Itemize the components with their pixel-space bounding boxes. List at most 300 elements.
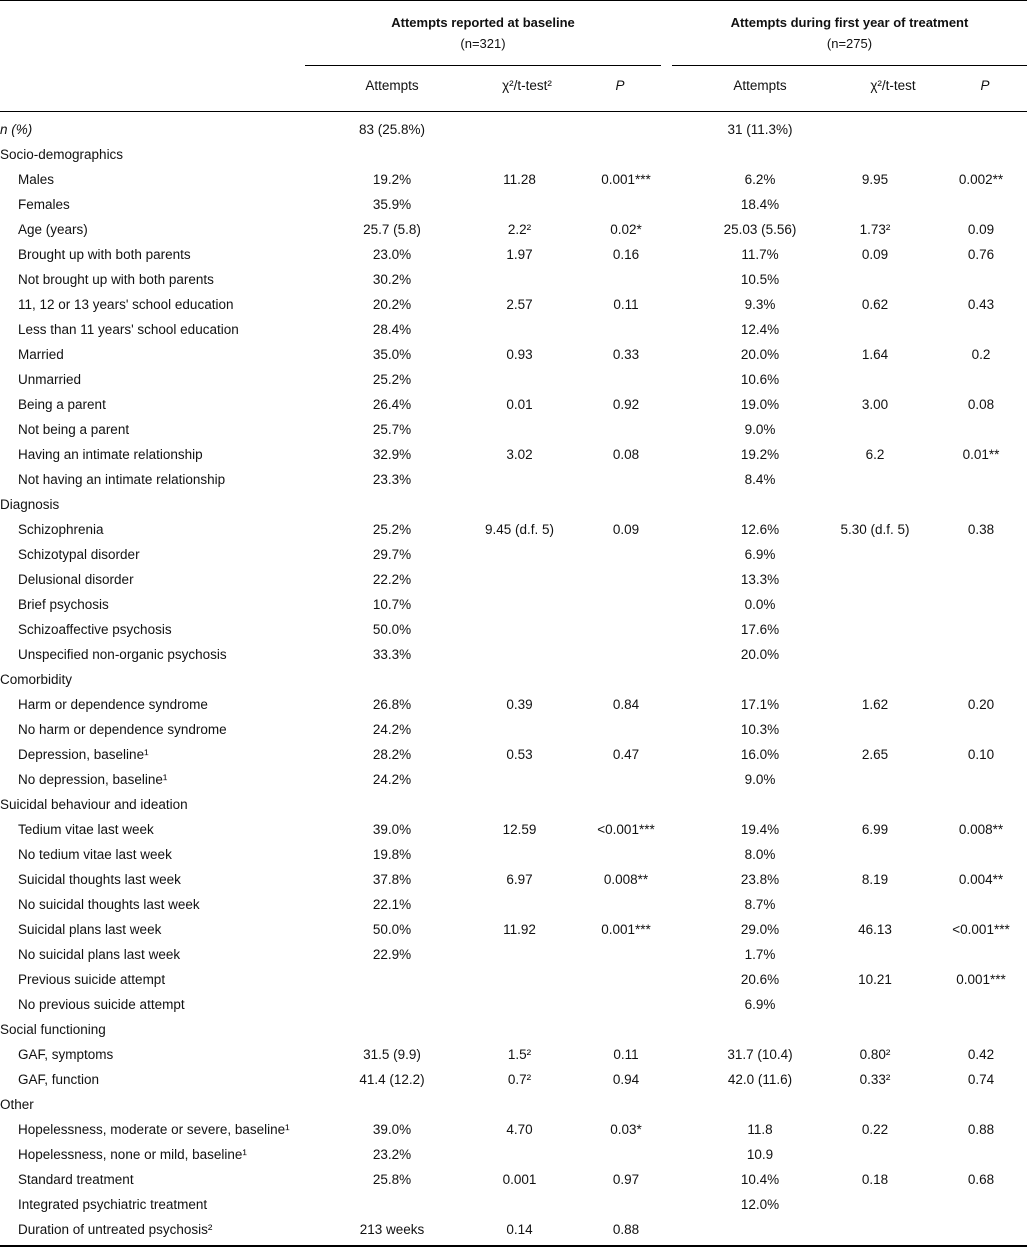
cell [337, 142, 447, 167]
cell: 0.09 [612, 522, 640, 537]
cell [815, 117, 935, 142]
column-gap [660, 767, 705, 792]
cell [447, 642, 592, 667]
row-label: 11, 12 or 13 years' school education [18, 297, 234, 312]
row-label: No tedium vitae last week [18, 847, 172, 862]
cell: 0.43 [967, 297, 995, 312]
column-gap [660, 992, 705, 1017]
cell: 1.5² [507, 1047, 532, 1062]
cell [815, 767, 935, 792]
cell [935, 892, 1027, 917]
table-row [0, 842, 1027, 867]
row-label: Age (years) [18, 222, 88, 237]
cell [935, 542, 1027, 567]
column-gap [660, 1167, 705, 1192]
cell [935, 842, 1027, 867]
column-gap [660, 1117, 705, 1142]
cell: 0.22 [861, 1122, 889, 1137]
column-gap [660, 242, 705, 267]
cell [935, 617, 1027, 642]
table-row [0, 1192, 1027, 1217]
column-gap [660, 267, 705, 292]
cell [447, 767, 592, 792]
cell [447, 1017, 592, 1042]
table-row [0, 1042, 1027, 1067]
section-label: Comorbidity [0, 672, 73, 687]
cell [592, 992, 660, 1017]
row-label: No suicidal plans last week [18, 947, 181, 962]
cell [592, 942, 660, 967]
cell: 0.008** [603, 872, 649, 887]
table-row [0, 742, 1027, 767]
cell: 23.0% [372, 247, 412, 262]
cell [935, 117, 1027, 142]
cell [705, 492, 815, 517]
cell [935, 1217, 1027, 1242]
row-label: GAF, function [18, 1072, 100, 1087]
cell: 17.6% [740, 622, 780, 637]
row-label: Brought up with both parents [18, 247, 191, 262]
cell: 0.94 [612, 1072, 640, 1087]
col-header-attempts-first-year: Attempts [733, 78, 787, 93]
cell [815, 717, 935, 742]
column-gap [660, 842, 705, 867]
cell [447, 117, 592, 142]
row-label: Unmarried [18, 372, 82, 387]
cell: 0.80² [859, 1047, 891, 1062]
cell [815, 542, 935, 567]
cell: 30.2% [372, 272, 412, 287]
cell [705, 667, 815, 692]
cell [815, 667, 935, 692]
cell [935, 1092, 1027, 1117]
section-label: Other [0, 1097, 34, 1112]
table-row [0, 117, 1027, 142]
cell [447, 317, 592, 342]
cell [815, 642, 935, 667]
cell: 19.2% [740, 447, 780, 462]
cell [592, 667, 660, 692]
cell: 11.28 [503, 172, 536, 187]
column-gap [660, 1192, 705, 1217]
row-label: Hopelessness, none or mild, baseline¹ [18, 1147, 247, 1162]
group-title: Attempts during first year of treatment [730, 15, 969, 30]
cell: 0.002** [958, 172, 1004, 187]
cell: 0.08 [967, 397, 995, 412]
cell [592, 492, 660, 517]
column-gap [660, 1017, 705, 1042]
column-gap [660, 317, 705, 342]
row-label: Integrated psychiatric treatment [18, 1197, 208, 1212]
table-row [0, 967, 1027, 992]
cell [815, 592, 935, 617]
cell: 19.8% [372, 847, 412, 862]
table-row [0, 567, 1027, 592]
group-header-first-year [672, 12, 1027, 54]
row-label: Not brought up with both parents [18, 272, 214, 287]
cell: 24.2% [372, 772, 412, 787]
cell: 4.70 [506, 1122, 533, 1137]
cell [337, 992, 447, 1017]
table-row [0, 542, 1027, 567]
cell: 0.92 [612, 397, 640, 412]
cell: 0.93 [506, 347, 533, 362]
section-row [0, 1092, 1027, 1117]
cell [337, 1017, 447, 1042]
cell: 6.9% [744, 547, 776, 562]
section-label: Socio-demographics [0, 147, 124, 162]
cell: 8.0% [744, 847, 776, 862]
cell [592, 142, 660, 167]
cell: 0.11 [613, 297, 639, 312]
column-gap [660, 942, 705, 967]
row-label: No harm or dependence syndrome [18, 722, 227, 737]
cell: 9.45 (d.f. 5) [484, 522, 555, 537]
cell [935, 667, 1027, 692]
cell [815, 1142, 935, 1167]
cell: 6.2% [744, 172, 776, 187]
cell: 0.68 [967, 1172, 995, 1187]
table-row [0, 467, 1027, 492]
cell [447, 1142, 592, 1167]
cell: 19.0% [740, 397, 780, 412]
table-row [0, 417, 1027, 442]
table-row [0, 1067, 1027, 1092]
cell: 10.21 [858, 972, 892, 987]
column-gap [660, 967, 705, 992]
column-gap [660, 642, 705, 667]
cell: 25.8% [372, 1172, 412, 1187]
row-label: Being a parent [18, 397, 106, 412]
cell [935, 192, 1027, 217]
row-label: Married [18, 347, 64, 362]
table-row [0, 317, 1027, 342]
cell: 0.42 [967, 1047, 995, 1062]
cell: 1.64 [861, 347, 889, 362]
column-gap [660, 1217, 705, 1242]
cell: 0.62 [861, 297, 889, 312]
table-row [0, 442, 1027, 467]
section-row [0, 1017, 1027, 1042]
section-label: Suicidal behaviour and ideation [0, 797, 188, 812]
cell [592, 592, 660, 617]
cell [815, 942, 935, 967]
column-gap [660, 717, 705, 742]
cell [447, 592, 592, 617]
cell: 2.57 [506, 297, 533, 312]
cell: <0.001*** [952, 922, 1010, 937]
cell: 35.0% [372, 347, 412, 362]
cell [705, 1017, 815, 1042]
cell [815, 1017, 935, 1042]
cell: 12.6% [740, 522, 780, 537]
cell: 29.7% [372, 547, 412, 562]
row-label: Not having an intimate relationship [18, 472, 226, 487]
cell: 19.4% [740, 822, 780, 837]
column-gap [660, 792, 705, 817]
cell [935, 267, 1027, 292]
group-title: Attempts reported at baseline [391, 15, 575, 30]
row-label: Schizoaffective psychosis [18, 622, 172, 637]
cell: 0.97 [612, 1172, 640, 1187]
cell: 0.76 [967, 247, 995, 262]
cell: 0.0% [744, 597, 776, 612]
cell: 2.65 [861, 747, 889, 762]
cell [592, 767, 660, 792]
cell [935, 367, 1027, 392]
row-label: No depression, baseline¹ [18, 772, 168, 787]
column-gap [660, 742, 705, 767]
cell: 1.7% [744, 947, 776, 962]
cell [447, 542, 592, 567]
cell: 28.2% [372, 747, 412, 762]
table-row [0, 1117, 1027, 1142]
cell: 0.01 [506, 397, 533, 412]
cell [592, 1142, 660, 1167]
table-row [0, 1217, 1027, 1242]
table-row [0, 867, 1027, 892]
cell [592, 892, 660, 917]
cell [592, 1017, 660, 1042]
cell [935, 142, 1027, 167]
cell [447, 967, 592, 992]
cell [815, 192, 935, 217]
cell: 37.8% [372, 872, 412, 887]
cell [935, 992, 1027, 1017]
cell: 22.2% [372, 572, 412, 587]
table-row [0, 717, 1027, 742]
cell [705, 792, 815, 817]
cell: 8.4% [744, 472, 776, 487]
col-header-attempts: Attempts [365, 78, 419, 93]
cell: 0.38 [967, 522, 995, 537]
cell [592, 267, 660, 292]
table-row [0, 192, 1027, 217]
cell: 0.7² [507, 1072, 532, 1087]
cell [815, 1192, 935, 1217]
cell: 0.20 [967, 697, 995, 712]
table-row [0, 1142, 1027, 1167]
cell [447, 717, 592, 742]
cell [337, 1092, 447, 1117]
cell: 9.0% [744, 772, 776, 787]
cell [592, 467, 660, 492]
cell [935, 642, 1027, 667]
cell [337, 792, 447, 817]
cell: 28.4% [372, 322, 412, 337]
column-gap [660, 892, 705, 917]
cell [447, 842, 592, 867]
cell: 25.03 (5.56) [723, 222, 797, 237]
cell: 1.97 [506, 247, 533, 262]
column-gap [660, 292, 705, 317]
cell [815, 567, 935, 592]
cell: 0.09 [861, 247, 889, 262]
cell [935, 792, 1027, 817]
section-row [0, 667, 1027, 692]
column-gap [660, 517, 705, 542]
row-label: No suicidal thoughts last week [18, 897, 200, 912]
cell: 33.3% [372, 647, 412, 662]
row-label: Delusional disorder [18, 572, 134, 587]
cell [337, 1192, 447, 1217]
cell: 10.6% [740, 372, 780, 387]
cell [447, 792, 592, 817]
cell: 6.2 [865, 447, 885, 462]
cell [447, 192, 592, 217]
cell: 19.2% [372, 172, 412, 187]
col-header-chi-first-year: χ²/t-test [870, 78, 916, 93]
cell [447, 942, 592, 967]
cell: 50.0% [372, 922, 412, 937]
cell: 18.4% [740, 197, 780, 212]
cell: 10.7% [372, 597, 412, 612]
col-header-p-first-year: P [980, 78, 990, 93]
column-gap [660, 1042, 705, 1067]
row-label: Not being a parent [18, 422, 130, 437]
cell: 13.3% [740, 572, 780, 587]
column-gap [660, 592, 705, 617]
cell: <0.001*** [597, 822, 655, 837]
table-row [0, 992, 1027, 1017]
cell: 11.7% [741, 247, 779, 262]
row-label: Less than 11 years' school education [18, 322, 239, 337]
cell [337, 667, 447, 692]
row-label: Males [18, 172, 55, 187]
cell [447, 667, 592, 692]
column-gap [660, 917, 705, 942]
row-label: Tedium vitae last week [18, 822, 154, 837]
cell: 9.95 [861, 172, 889, 187]
cell: 39.0% [372, 1122, 412, 1137]
cell: 12.59 [502, 822, 537, 837]
cell: 26.4% [372, 397, 412, 412]
cell: 24.2% [372, 722, 412, 737]
cell [447, 617, 592, 642]
table-row [0, 617, 1027, 642]
column-gap [660, 167, 705, 192]
cell [592, 792, 660, 817]
cell [447, 492, 592, 517]
cell: 1.73² [859, 222, 891, 237]
group-header-baseline [305, 12, 661, 54]
table-row [0, 167, 1027, 192]
cell: 0.10 [967, 747, 995, 762]
cell: 0.53 [506, 747, 533, 762]
row-label: GAF, symptoms [18, 1047, 114, 1062]
cell [815, 1092, 935, 1117]
cell: 17.1% [740, 697, 780, 712]
row-label: n (%) [0, 122, 33, 137]
group-rule-baseline [305, 65, 661, 66]
cell [935, 567, 1027, 592]
cell: 11.92 [503, 922, 536, 937]
row-label: Unspecified non-organic psychosis [18, 647, 227, 662]
cell: 1.62 [861, 697, 889, 712]
row-label: Brief psychosis [18, 597, 109, 612]
row-label: Having an intimate relationship [18, 447, 203, 462]
cell: 0.08 [612, 447, 640, 462]
section-label: Diagnosis [0, 497, 60, 512]
cell: 11.8 [747, 1122, 773, 1137]
column-gap [660, 217, 705, 242]
cell [592, 542, 660, 567]
cell [935, 1142, 1027, 1167]
column-gap [660, 192, 705, 217]
cell [705, 1217, 815, 1242]
bottom-rule [0, 1245, 1027, 1247]
cell [815, 792, 935, 817]
table-row [0, 942, 1027, 967]
cell: 3.00 [861, 397, 889, 412]
cell: 46.13 [858, 922, 892, 937]
column-gap [660, 367, 705, 392]
section-row [0, 792, 1027, 817]
cell [592, 417, 660, 442]
cell [447, 467, 592, 492]
section-label: Social functioning [0, 1022, 106, 1037]
cell [447, 892, 592, 917]
cell: 9.3% [744, 297, 776, 312]
cell: 0.03* [610, 1122, 642, 1137]
cell [815, 617, 935, 642]
cell [592, 192, 660, 217]
cell [815, 367, 935, 392]
row-label: Suicidal plans last week [18, 922, 162, 937]
cell [935, 467, 1027, 492]
cell [592, 117, 660, 142]
cell: 9.0% [744, 422, 776, 437]
cell [337, 967, 447, 992]
cell [935, 1192, 1027, 1217]
cell: 0.001*** [956, 972, 1006, 987]
cell [815, 1217, 935, 1242]
cell [592, 967, 660, 992]
table-row [0, 642, 1027, 667]
cell: 41.4 (12.2) [359, 1072, 425, 1087]
cell: 20.2% [372, 297, 412, 312]
cell: 0.47 [612, 747, 640, 762]
table-row [0, 517, 1027, 542]
column-gap [660, 467, 705, 492]
header-rule [0, 111, 1027, 112]
cell [592, 1092, 660, 1117]
cell [447, 1092, 592, 1117]
cell: 0.74 [967, 1072, 995, 1087]
cell [935, 592, 1027, 617]
cell: 25.2% [372, 522, 412, 537]
cell [935, 417, 1027, 442]
cell: 25.7% [372, 422, 412, 437]
column-gap [660, 492, 705, 517]
column-gap [660, 1067, 705, 1092]
cell [705, 142, 815, 167]
row-label: Previous suicide attempt [18, 972, 166, 987]
cell [592, 642, 660, 667]
section-row [0, 492, 1027, 517]
cell: 20.0% [740, 347, 780, 362]
cell: 20.0% [740, 647, 780, 662]
table-row [0, 367, 1027, 392]
column-gap [660, 1142, 705, 1167]
cell: 12.0% [740, 1197, 780, 1212]
cell: 25.7 (5.8) [363, 222, 421, 237]
row-label: Standard treatment [18, 1172, 134, 1187]
cell [447, 992, 592, 1017]
row-label: Duration of untreated psychosis² [18, 1222, 213, 1237]
cell [815, 492, 935, 517]
row-label: Schizophrenia [18, 522, 104, 537]
